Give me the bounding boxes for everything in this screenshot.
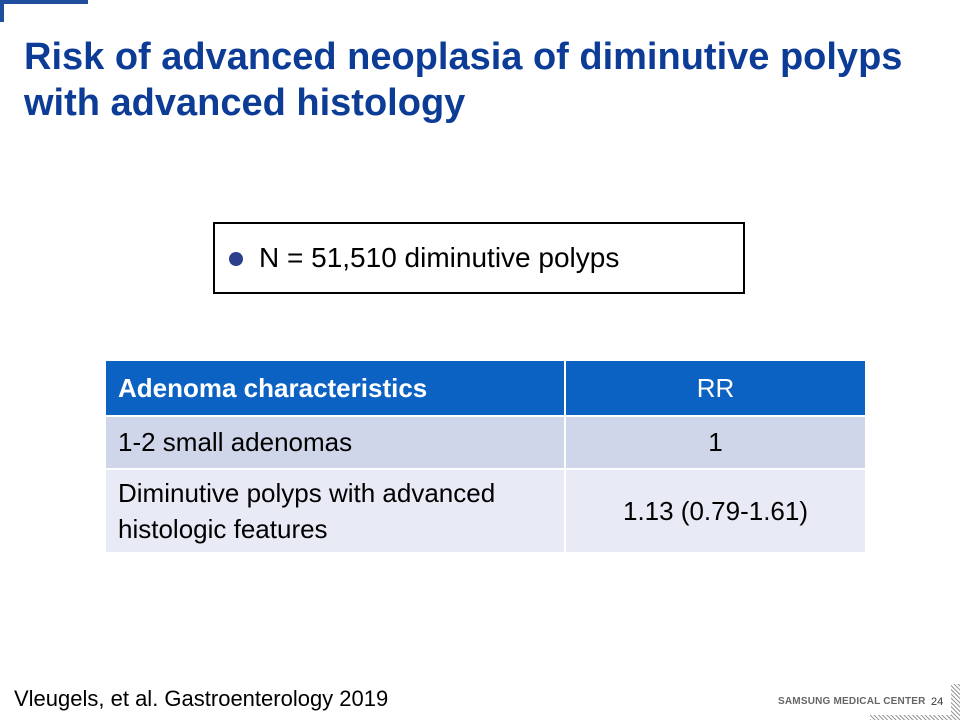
header-adenoma-characteristics: Adenoma characteristics	[105, 360, 565, 416]
page-number: 24	[931, 696, 944, 708]
table-header-row	[105, 360, 866, 416]
table-cell-rr: 1.13 (0.79-1.61)	[565, 469, 866, 553]
rr-table	[104, 359, 867, 554]
header-rr: RR	[565, 360, 866, 416]
table-cell-characteristic: Diminutive polyps with advanced histologic features	[105, 469, 565, 553]
footer-hatch-horizontal	[870, 715, 951, 720]
footer-hatch-vertical	[951, 684, 960, 720]
table-cell-characteristic: 1-2 small adenomas	[105, 416, 565, 469]
table-row	[105, 416, 866, 469]
footer-logo: SAMSUNG MEDICAL CENTER	[778, 696, 926, 707]
table-row	[105, 469, 866, 553]
slide-title: Risk of advanced neoplasia of diminutive polyps with advanced histology	[24, 36, 903, 124]
callout-text: N = 51,510 diminutive polyps	[259, 242, 620, 273]
callout-box	[213, 222, 745, 294]
citation: Vleugels, et al. Gastroenterology 2019	[14, 686, 389, 711]
corner-accent-horizontal	[0, 0, 88, 4]
bullet-icon	[229, 252, 243, 266]
table-cell-rr: 1	[565, 416, 866, 469]
corner-accent-vertical	[0, 0, 4, 22]
